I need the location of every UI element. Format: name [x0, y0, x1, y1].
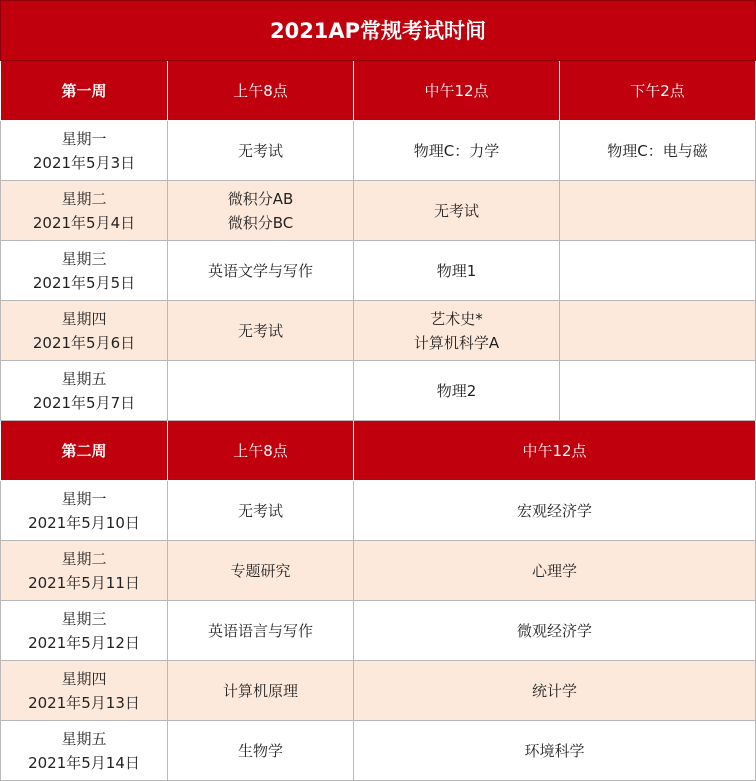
noon-exam-cell: 统计学 [354, 661, 756, 721]
table-row [1, 721, 756, 781]
am-exam-cell: 专题研究 [168, 541, 354, 601]
weekday: 星期五 [61, 729, 107, 748]
noon-exam-cell: 微观经济学 [354, 601, 756, 661]
pm-exam-cell [560, 361, 756, 421]
week1-header-pm: 下午2点 [560, 61, 756, 121]
week1-header-noon: 中午12点 [354, 61, 560, 121]
pm-exam-cell [560, 181, 756, 241]
am-exam-cell [168, 301, 354, 361]
am-exam-cell [168, 181, 354, 241]
pm-exam-cell [560, 121, 756, 181]
day-cell [1, 661, 168, 721]
date: 2021年5月10日 [28, 513, 140, 532]
noon-exam-cell [354, 361, 560, 421]
day-cell [1, 361, 168, 421]
noon-exam-cell [354, 301, 560, 361]
exam-name: 微积分AB [227, 189, 294, 208]
week2-header-noon: 中午12点 [354, 421, 756, 481]
am-exam-cell [168, 241, 354, 301]
week1-header-am: 上午8点 [168, 61, 354, 121]
exam-name: 无考试 [433, 201, 479, 220]
pm-exam-cell [560, 301, 756, 361]
week1-label: 第一周 [1, 61, 168, 121]
date: 2021年5月13日 [28, 693, 140, 712]
weekday: 星期三 [61, 249, 107, 268]
day-cell [1, 181, 168, 241]
am-exam-cell [168, 121, 354, 181]
am-exam-cell: 无考试 [168, 481, 354, 541]
day-cell [1, 541, 168, 601]
date: 2021年5月14日 [28, 753, 140, 772]
noon-exam-cell: 心理学 [354, 541, 756, 601]
noon-exam-cell [354, 241, 560, 301]
table-row [1, 301, 756, 361]
am-exam-cell: 计算机原理 [168, 661, 354, 721]
weekday: 星期一 [61, 489, 107, 508]
date: 2021年5月11日 [28, 573, 140, 592]
weekday: 星期二 [61, 189, 107, 208]
table-row [1, 241, 756, 301]
date: 2021年5月4日 [32, 213, 136, 232]
week2-header-am: 上午8点 [168, 421, 354, 481]
week2-header-row [1, 421, 756, 481]
weekday: 星期五 [61, 369, 107, 388]
exam-name: 物理1 [436, 261, 477, 280]
date: 2021年5月6日 [32, 333, 136, 352]
week2-label: 第二周 [1, 421, 168, 481]
noon-exam-cell [354, 181, 560, 241]
weekday: 星期三 [61, 609, 107, 628]
day-cell [1, 121, 168, 181]
day-cell [1, 721, 168, 781]
am-exam-cell [168, 361, 354, 421]
exam-name: 艺术史* [430, 309, 483, 328]
date: 2021年5月7日 [32, 393, 136, 412]
table-row [1, 181, 756, 241]
weekday: 星期四 [61, 309, 107, 328]
noon-exam-cell: 宏观经济学 [354, 481, 756, 541]
page-title: 2021AP常规考试时间 [1, 1, 756, 61]
weekday: 星期一 [61, 129, 107, 148]
table-row [1, 661, 756, 721]
weekday: 星期四 [61, 669, 107, 688]
table-row [1, 361, 756, 421]
day-cell [1, 301, 168, 361]
day-cell [1, 241, 168, 301]
table-row [1, 481, 756, 541]
table-row [1, 601, 756, 661]
am-exam-cell: 生物学 [168, 721, 354, 781]
exam-name: 微积分BC [227, 213, 294, 232]
date: 2021年5月12日 [28, 633, 140, 652]
date: 2021年5月5日 [32, 273, 136, 292]
weekday: 星期二 [61, 549, 107, 568]
exam-name: 物理C：电与磁 [607, 141, 708, 160]
day-cell [1, 601, 168, 661]
table-row [1, 541, 756, 601]
date: 2021年5月3日 [32, 153, 136, 172]
exam-name: 无考试 [237, 321, 283, 340]
title-row [1, 1, 756, 61]
pm-exam-cell [560, 241, 756, 301]
day-cell [1, 481, 168, 541]
exam-name: 英语文学与写作 [207, 261, 313, 280]
noon-exam-cell [354, 121, 560, 181]
table-row [1, 121, 756, 181]
am-exam-cell: 英语语言与写作 [168, 601, 354, 661]
exam-name: 无考试 [237, 141, 283, 160]
exam-name: 物理2 [436, 381, 477, 400]
noon-exam-cell: 环境科学 [354, 721, 756, 781]
week1-header-row [1, 61, 756, 121]
exam-name: 物理C：力学 [413, 141, 500, 160]
exam-name: 计算机科学A [413, 333, 500, 352]
